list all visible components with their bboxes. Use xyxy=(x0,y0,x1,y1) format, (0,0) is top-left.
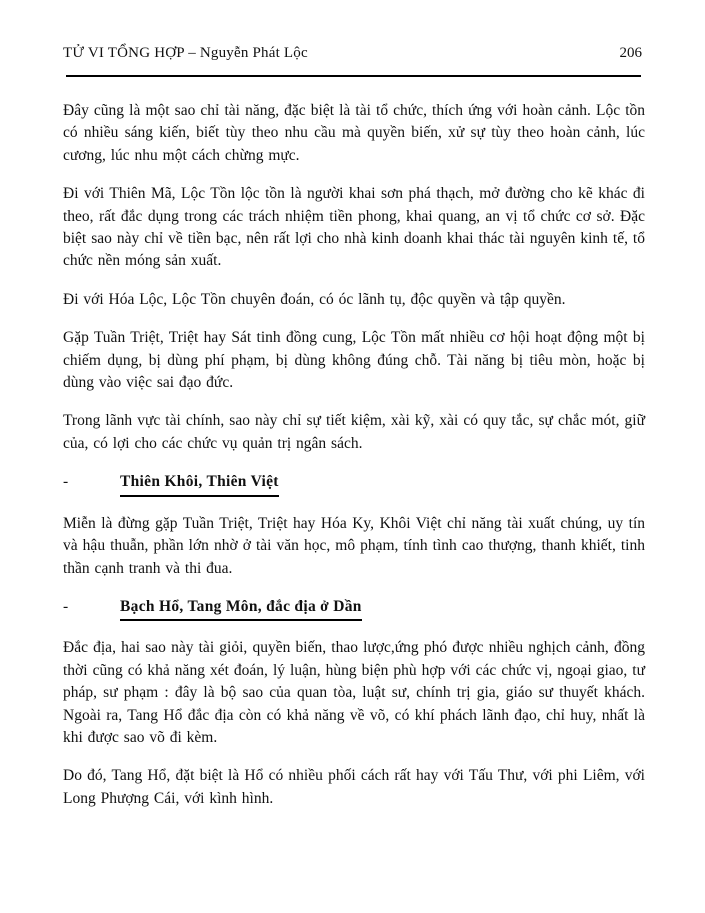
paragraph-3: Đi với Hóa Lộc, Lộc Tồn chuyên đoán, có óc lãnh tụ, độc quyền và tập quyền. xyxy=(63,290,566,308)
page-header xyxy=(63,44,642,62)
bullet-dash: - xyxy=(63,597,69,615)
paragraph-6: Miễn là đừng gặp Tuần Triệt, Triệt hay Hóa Ky, Khôi Việt chỉ năng tài xuất chúng, uy tín và hậu thuẫn, phần lớn nhờ ở tài văn học, mô phạm, tính tình cao thượng, thanh khiết, tinh thần cạnh tranh và thi đua. xyxy=(63,514,645,577)
paragraph-5: Trong lãnh vực tài chính, sao này chỉ sự tiết kiệm, xài kỹ, xài có quy tắc, sự chắc mót, giữ của, có lợi cho các chức vụ quản trị ngân sách. xyxy=(63,412,645,452)
paragraph-8: Do đó, Tang Hổ, đặt biệt là Hổ có nhiều phối cách rất hay với Tấu Thư, với phi Liêm, với Long Phượng Cái, với kình hình. xyxy=(63,767,645,807)
paragraph-4: Gặp Tuần Triệt, Triệt hay Sát tinh đồng cung, Lộc Tồn mất nhiều cơ hội hoạt động một bị chiếm dụng, bị dùng phí phạm, bị dùng không đúng chỗ. Tài năng bị tiêu mòn, hoặc bị dùng vào việc sai đạo đức. xyxy=(63,329,645,392)
bullet-dash: - xyxy=(63,473,69,491)
heading-text: Thiên Khôi, Thiên Việt xyxy=(120,471,279,496)
section-heading-thien-khoi-thien-viet xyxy=(63,471,645,496)
heading-text: Bạch Hổ, Tang Môn, đắc địa ở Dần xyxy=(120,596,362,621)
page-body xyxy=(63,100,645,810)
section-heading-bach-ho-tang-mon xyxy=(63,596,645,621)
book-title: TỬ VI TỔNG HỢP – Nguyễn Phát Lộc xyxy=(63,45,308,61)
paragraph-7: Đắc địa, hai sao này tài giỏi, quyền biến, thao lược,ứng phó được nhiều nghịch cảnh, đồng thời cũng có khả năng xét đoán, lý luận, hùng biện phù hợp với các chức vị, ngoại giao, tư pháp, sư phạm : đây là bộ sao của quan tòa, luật sư, chính trị gia, giáo sư thuyết khách. Ngoài ra, Tang Hổ đắc địa còn có khả năng về võ, có khí phách lãnh đạo, chỉ huy, nhất là khi được sao võ đi kèm. xyxy=(63,639,645,746)
page-number: 206 xyxy=(619,45,642,61)
header-rule xyxy=(66,75,641,77)
paragraph-1: Đây cũng là một sao chỉ tài năng, đặc biệt là tài tổ chức, thích ứng với hoàn cảnh. Lộc tồn có nhiều sáng kiến, biết tùy theo nhu cầu mà quyền biến, xử sự tùy theo hoàn cảnh, lúc cương, lúc nhu một cách chừng mực. xyxy=(63,102,645,164)
paragraph-2: Đi với Thiên Mã, Lộc Tồn lộc tồn là người khai sơn phá thạch, mở đường cho kẽ khác đi theo, rất đắc dụng trong các trách nhiệm tiền phong, khai quang, an vị tổ chức cơ sở. Đặc biệt sao này chỉ về tiền bạc, nên rất lợi cho nhà kinh doanh khai thác tài nguyên kinh tế, tổ chức nền móng sản xuất. xyxy=(63,185,645,270)
